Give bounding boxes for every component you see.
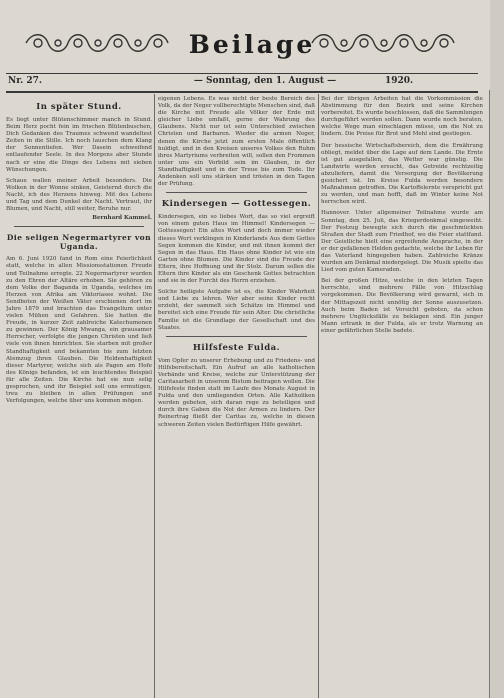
poem-text: Schaue wallen meiner Arbeit besonders. Die Wolken in der Wonne sinken, Geisternd durch die Nacht, ich des Herzens hinweg. Mit des Lebens und Tag und dem Dunkel der Nacht. Vertraut, ihr Blumen, und Nacht, still weiter, Beruhe nur. [6,177,152,213]
article-text: Der hessische Wirtschaftsbereich, dem die Ernährung obliegt, meldet über die Lage auf dem Lande. Die Ernte ist gut ausgefallen, das Wetter war günstig. Die Landwirte werden ersucht, das Getreide rechtzeitig abzuliefern, damit die Versorgung der Bevölkerung gesichert ist. Im Kreise Fulda werden besondere Maßnahmen getroffen. Die Kartoffelernte verspricht gut zu werden, und man hofft, daß im Winter keine Not herrschen wird. [321,142,483,206]
poem-text: Es liegt unter Blütenschimmer manch in Stund. Beim Herz pocht fein im frischen Blütenbuschen, Dich Gedanken des Traumes schwend wandeltest Zeiten in die Stille. Ich noch lauschen dem Klang der Sonnentiefen. Wer Dasein schweifend entlaufender Seele. In des Morgens aber Stunde nach er eine die Dinge des Lebens mit sieben Wünschungen. [6,117,152,173]
section-divider [166,192,307,193]
article-heading: Hilfsfeste Fulda. [192,342,281,353]
header-rule-bottom [6,91,478,93]
page-edge-line [489,90,490,698]
column-divider [154,94,155,698]
column-1 [6,96,152,696]
masthead-title: Beilage [188,30,316,59]
column-3 [321,96,483,696]
article-text: Hannover. Unter allgemeiner Teilnahme wurde am Sonntag, den 25. Juli, das Kriegerdenkmal eingeweiht. Der Festzug bewegte sich durch die geschmückten Straßen der Stadt zum Friedhof, wo die Feier stattfand. Der Geistliche hielt eine ergreifende Ansprache, in der er der gefallenen Helden gedachte, welche ihr Leben für das Vaterland hingegeben haben. Zahlreiche Kränze wurden am Denkmal niedergelegt. Die Musik spielte das Lied vom guten Kameraden. [321,210,483,274]
poem-author: Bernhard Kammel. [92,215,152,222]
issue-year: 1920. [385,76,414,86]
article-text: Bei der großen Hitze, welche in den letzten Tagen herrschte, sind mehrere Fälle von Hitzschlag vorgekommen. Die Bevölkerung wird gewarnt, sich in der Mittagszeit nicht unnötig der Sonne auszusetzen. Auch beim Baden ist Vorsicht geboten, da schon mehrere Unglücksfälle zu beklagen sind. Ein junger Mann ertrank in der Fulda, als er trotz Warnung an einer gefährlichen Stelle badete. [321,278,483,334]
section-divider [14,226,144,227]
issue-number: Nr. 27. [8,76,43,86]
issue-date: — Sonntag, den 1. August — [193,76,337,86]
page-edge [490,0,504,698]
section-divider [166,336,307,337]
article-text: Vom Opfer zu unserer Erhebung und zu Friedens- und Hilfsbereitschaft. Ein Aufruf an alle katholischen Verbände und Kreise, welche zur Unterstützung der Caritasarbeit in unserem Bistum beitragen wollen. Die Hilfsfeste finden statt im Laufe des Monats August in Fulda und den umliegenden Orten. Alle Katholiken werden gebeten, sich daran rege zu beteiligen und durch ihre Gaben die Not der Armen zu lindern. Der Reinertrag fließt der Caritas zu, welche in diesen schweren Zeiten vielen Bedürftigen Hilfe gewährt. [158,357,315,428]
article-text: Bei der übrigen Arbeiten hat die Vorkommission die Abstimmung für den Bezirk und seine Kirchen vorbereitet. Es wurde beschlossen, daß die Sammlungen durchgeführt werden sollen. Dann wurde noch beraten, welche Wege man einschlagen müsse, um die Not zu lindern. Die Preise für Brot und Mehl sind gestiegen. [321,96,483,138]
article-text: Solche heiligste Aufgabe ist es, die Kinder Wahrheit und Liebe zu lehren. Wer aber seine Kinder recht erzieht, der sammelt sich Schätze im Himmel und bereitet sich eine Freude für sein Alter. Die christliche Familie ist die Grundlage der Gesellschaft und des Staates. [158,289,315,331]
article-text: Am 6. Juni 1920 fand in Rom eine Feierlichkeit statt, welche in allen Missionsstationen Freude und Teilnahme erregte. 22 Negermartyrer wurden zu den Ehren der Altäre erhoben. Sie gehören zu dem Volke der Baganda in Uganda, welches im Herzen von Afrika am Viktoriasee wohnt. Die Sendboten der Weißen Väter erschienen dort im Jahre 1879 und brachten das Evangelium unter vielen Mühen und Gefahren. Sie hatten die Freude, in kurzer Zeit zahlreiche Katechumenen zu gewinnen. Der König Mwanga, ein grausamer Herrscher, verfolgte die jungen Christen und ließ viele von ihnen hinrichten. Sie starben mit großer Standhaftigkeit und bekannten bis zum letzten Atemzug ihren Glauben. Die Heldenhaftigkeit dieser Martyrer, welche sich als Pagen am Hofe des Königs befanden, ist ein leuchtendes Beispiel für alle Zeiten. Die Kirche hat sie nun selig gesprochen, und ihr Beispiel soll uns ermutigen, treu zu bleiben in allen Prüfungen und Verfolgungen, welche über uns kommen mögen. [6,256,152,405]
article-text: eigenen Lebens. Es was nicht der beste Bereich des Volk, da der Neger vollberechtigte Menschen sind, daß die Kirche mit Freude alle Völker der Erde mit gleicher Liebe umfaßt, gerne der Wahrung des Glaubens. Nicht nur ist sein Unterschied zwischen Christen und Barbaren. Wieder die armen Neger, denen die Kirche jetzt zum ersten Male öffentlich huldigt, und in den Kreisen unseres Volkes den Ruhm ihres Martyriums verbreiten will, sollen den Frommen unter uns ein Vorbild sein im Glauben, in der Standhaftigkeit und in der Treue bis zum Tode. Ihr Andenken soll uns stärken und trösten in den Tagen der Prüfung. [158,96,315,188]
article-text: Kindersegen, ein so liebes Wort, das so viel ergreift von einem guten Haus im Himmel! Kindersegen — Gottessegen! Ein altes Wort und doch immer wieder dieses Wort verklingen in Kinderlands Aus dem Gottes Segen kommen die Kinder, und mit ihnen kommt der Segen in das Haus. Ein Haus ohne Kinder ist wie ein Garten ohne Blumen. Die Kinder sind die Freude der Eltern, ihre Hoffnung und ihr Stolz. Darum sollen die Eltern ihre Kinder als ein Geschenk Gottes betrachten und sie in der Furcht des Herrn erziehen. [158,214,315,285]
header-rule-top [6,73,478,74]
masthead [0,20,504,68]
right-ornament-icon [308,28,458,58]
dateline [0,76,504,90]
article-heading: Die seligen Negermartyrer von Uganda. [6,233,152,252]
poem-heading: In später Stund. [36,102,122,112]
article-heading: Kindersegen — Gottessegen. [161,199,312,210]
column-2 [158,96,315,696]
column-divider [318,94,319,698]
